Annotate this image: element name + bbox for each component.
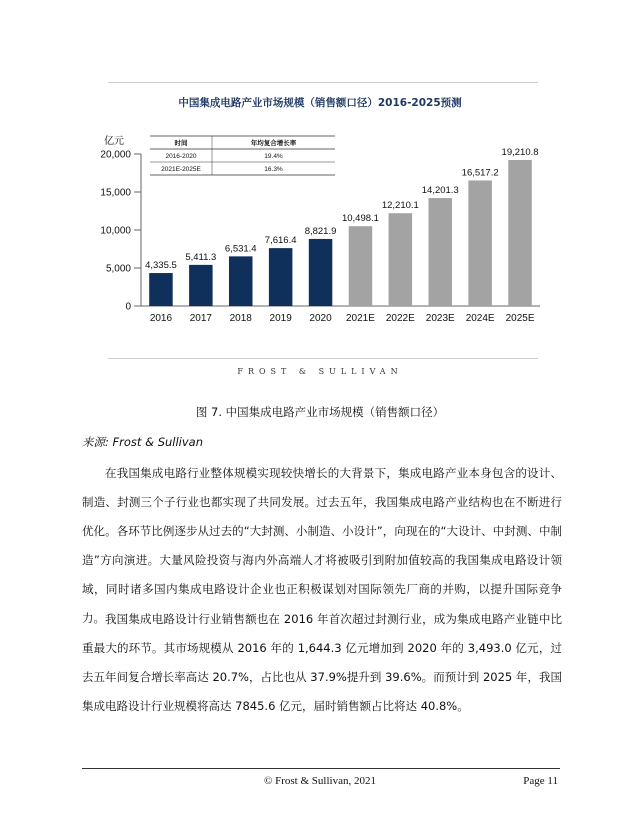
table-cell-period: 2016-2020 — [165, 153, 197, 160]
value-label-2024E: 16,517.2 — [461, 167, 499, 179]
table-cell-cagr: 19.4% — [264, 153, 283, 160]
value-label-2023E: 14,201.3 — [421, 185, 459, 197]
y-tick-label: 0 — [125, 301, 131, 313]
footer-copyright: © Frost & Sullivan, 2021 — [264, 775, 376, 787]
x-tick-label: 2016 — [149, 313, 173, 324]
bar-2021E — [349, 226, 373, 306]
paragraph-2: 我国集成电路设计行业销售额也在 2016 年首次超过封测行业，成为集成电路产业链中比重最大的环节。其市场规模从 2016 年的 1,644.3 亿元增加到 2020 年的 3,493.0 亿元，过去五年间复合增长率高达 20.7%，占比也从 37.9%提升到 39.6%。而预计到 2025 年，我国集成电路设计行业规模将高达 7845.6 亿元，届时销售额占比将达 40.8%。 — [82, 612, 562, 713]
y-tick-label: 20,000 — [100, 149, 131, 161]
x-tick-label: 2023E — [425, 313, 455, 324]
bar-2018 — [229, 256, 253, 306]
bar-2017 — [189, 265, 213, 306]
bar-2016 — [149, 273, 173, 306]
bar-2024E — [468, 180, 492, 306]
value-label-2019: 7,616.4 — [264, 235, 297, 247]
bar-2025E — [508, 160, 532, 306]
y-tick-label: 10,000 — [100, 225, 131, 237]
table-header-cagr: 年均复合增长率 — [250, 140, 297, 147]
footer-rule — [82, 768, 560, 769]
bar-2023E — [429, 198, 453, 306]
x-tick-label: 2025E — [505, 313, 535, 324]
chart-bottom-rule — [108, 358, 538, 359]
value-label-2025E: 19,210.8 — [501, 146, 539, 158]
bar-2019 — [269, 248, 293, 306]
table-cell-period: 2021E-2025E — [161, 166, 201, 173]
figure-caption: 图 7. 中国集成电路产业市场规模（销售额口径） — [195, 405, 445, 419]
value-label-2018: 6,531.4 — [224, 243, 257, 255]
value-label-2017: 5,411.3 — [185, 251, 217, 263]
paragraph-1: 在我国集成电路行业整体规模实现较快增长的大背景下，集成电路产业本身包含的设计、制造、封测三个子行业也都实现了共同发展。过去五年，我国集成电路产业结构也在不断进行优化。各环节比例逐步从过去的“大封测、小制造、小设计”，向现在的“大设计、中封测、中制造”方向演进。大量风险投资与海内外高端人才将被吸引到附加值较高的我国集成电路设计领域，同时诸多国内集成电路设计企业也正积极谋划对国际领先厂商的并购，以提升国际竞争力。 — [82, 466, 562, 625]
value-label-2016: 4,335.5 — [145, 260, 177, 272]
value-label-2021E: 10,498.1 — [341, 213, 379, 225]
table-header-period: 时间 — [174, 140, 188, 147]
x-tick-label: 2018 — [229, 313, 252, 324]
table-cell-cagr: 16.3% — [264, 166, 283, 173]
y-axis-unit-label: 亿元 — [104, 136, 124, 147]
x-tick-label: 2021E — [345, 313, 375, 324]
bar-chart — [0, 0, 640, 360]
page-number: Page 11 — [523, 775, 558, 787]
source-note: 来源: Frost & Sullivan — [82, 435, 204, 449]
x-tick-label: 2019 — [269, 313, 292, 324]
bar-2020 — [309, 239, 333, 306]
x-tick-label: 2020 — [309, 313, 332, 324]
value-label-2022E: 12,210.1 — [381, 200, 419, 212]
bar-2022E — [389, 213, 413, 306]
chart-title: 中国集成电路产业市场规模（销售额口径）2016-2025预测 — [178, 97, 462, 109]
frost-sullivan-logo: FROST & SULLIVAN — [237, 367, 403, 376]
y-tick-label: 15,000 — [100, 187, 131, 199]
x-tick-label: 2022E — [385, 313, 415, 324]
y-tick-label: 5,000 — [105, 263, 131, 275]
value-label-2020: 8,821.9 — [304, 225, 337, 237]
x-tick-label: 2017 — [189, 313, 212, 324]
x-tick-label: 2024E — [465, 313, 495, 324]
